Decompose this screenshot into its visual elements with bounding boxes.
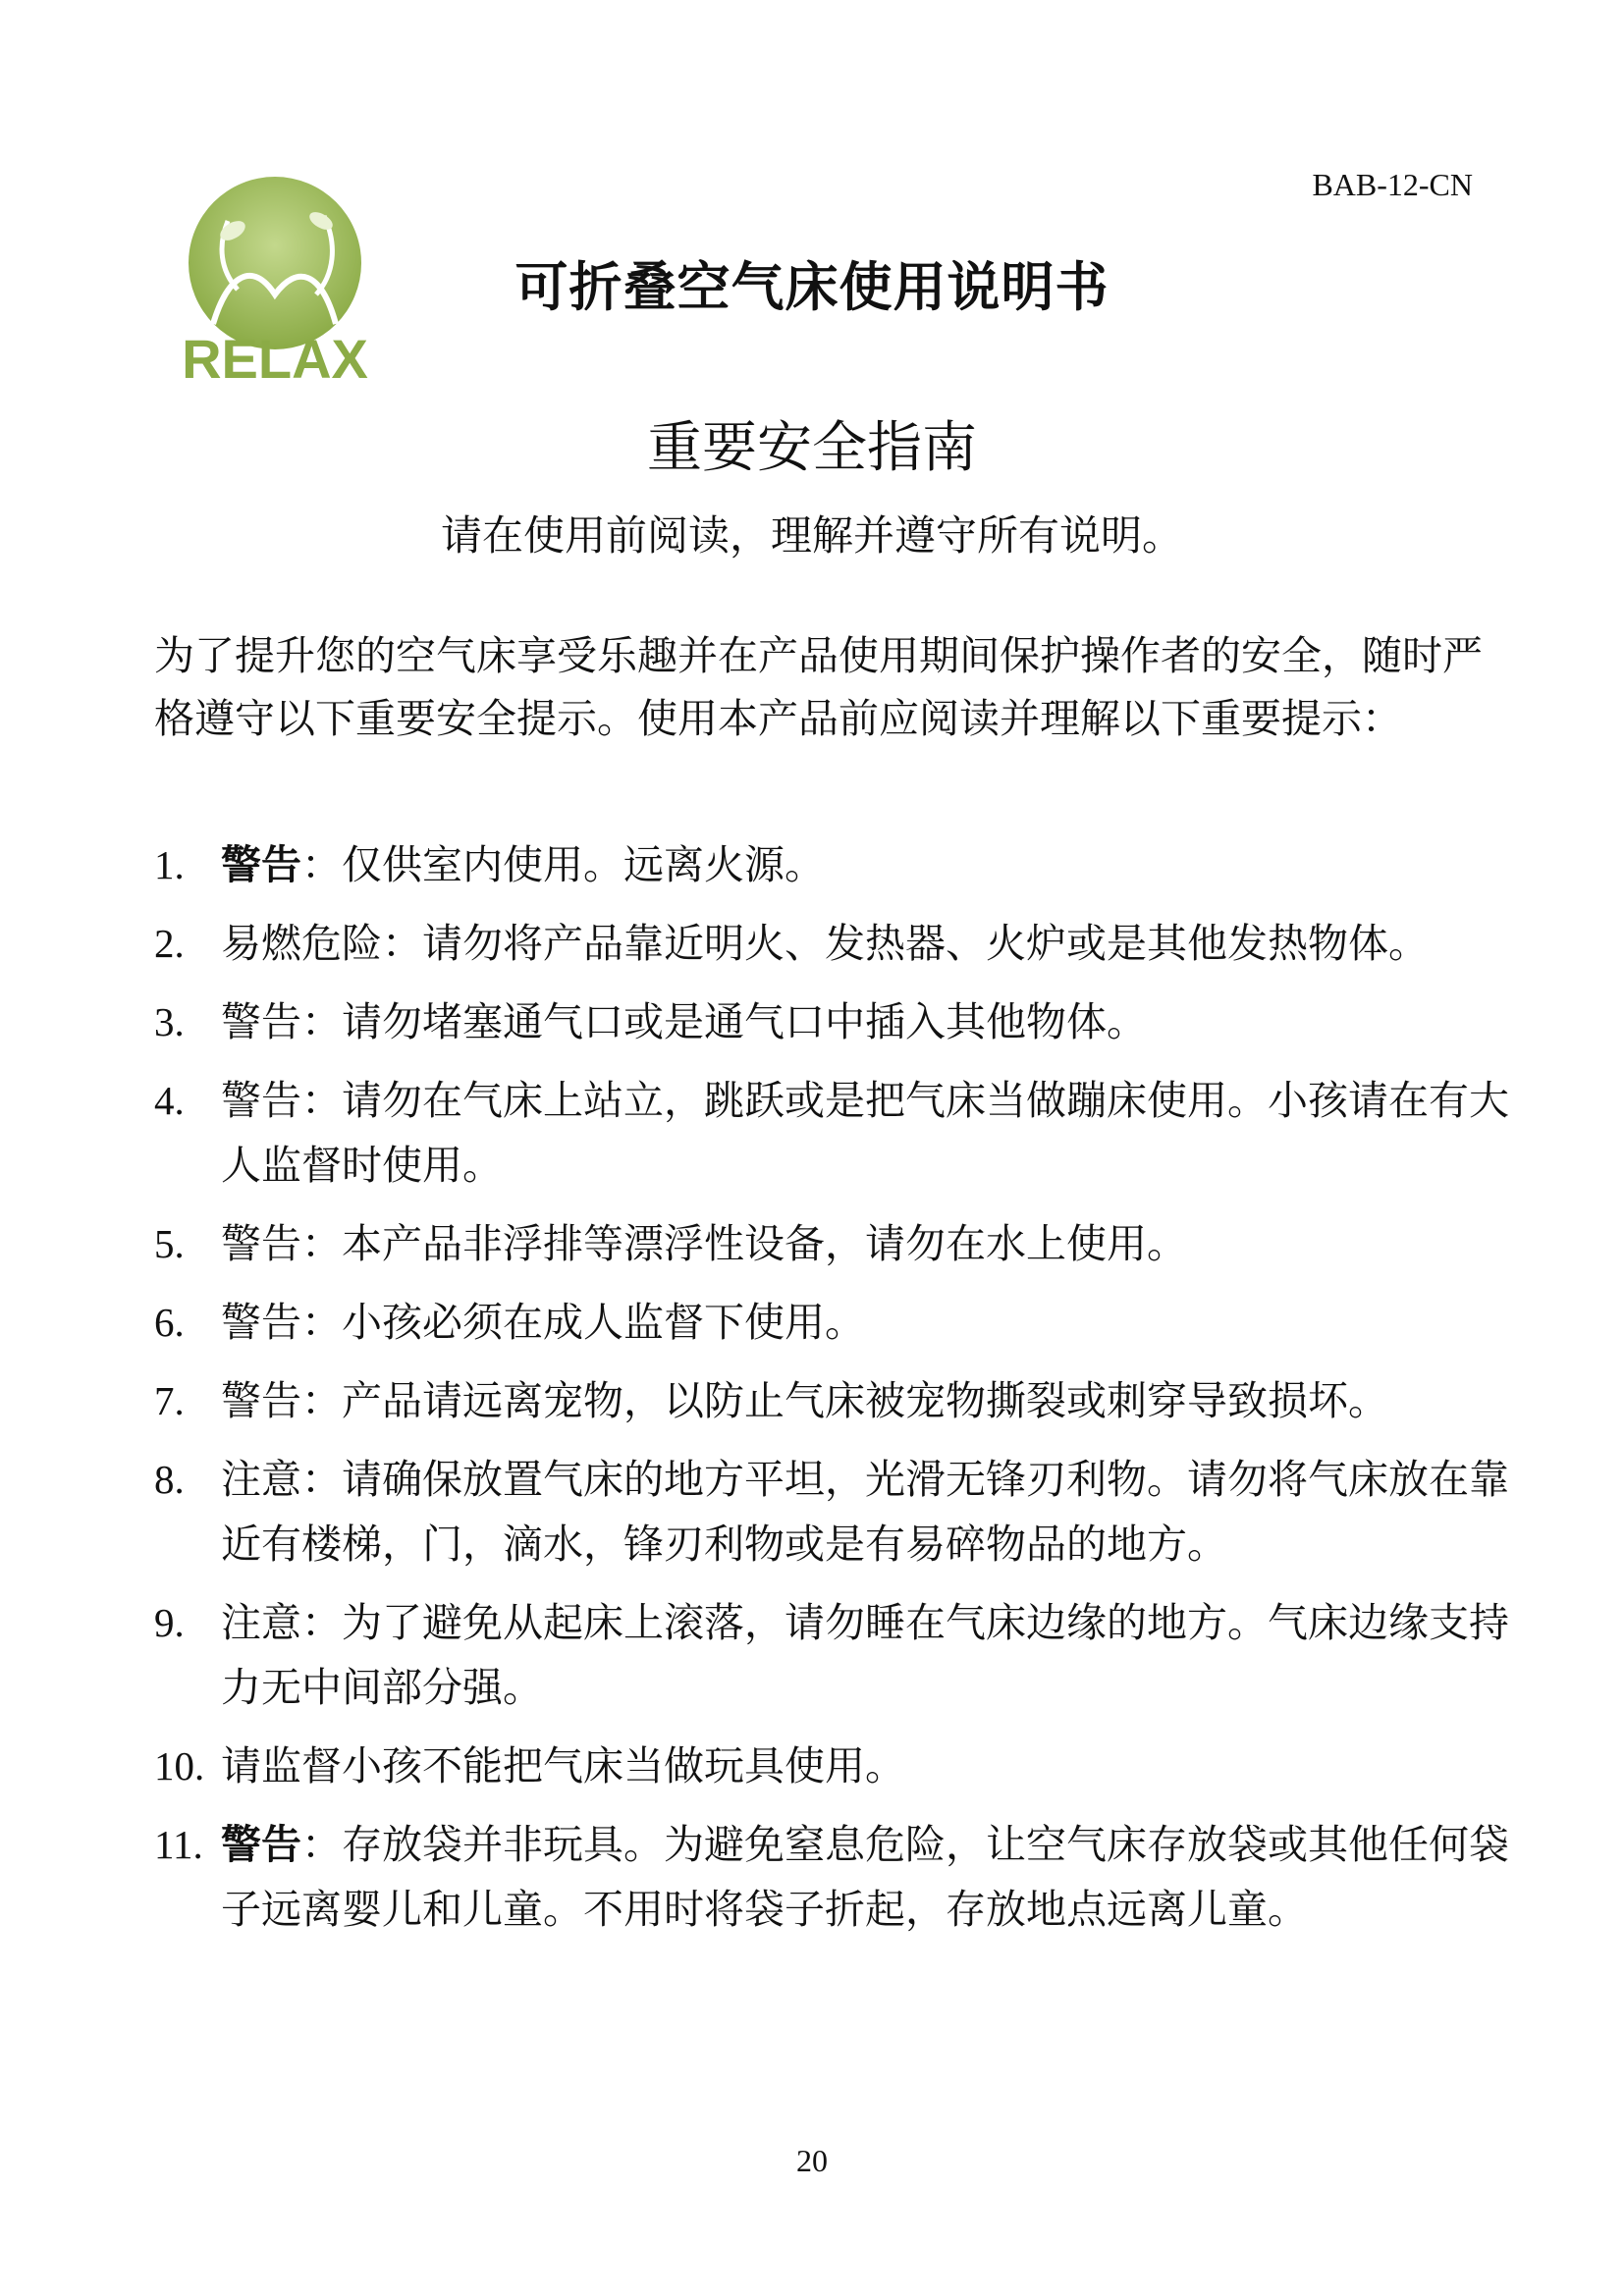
list-item [154, 989, 1509, 1054]
page-number: 20 [796, 2143, 828, 2178]
item-number: 2. [154, 921, 185, 966]
list-item [154, 1368, 1509, 1433]
item-text: 警告：小孩必须在成人监督下使用。 [221, 1299, 865, 1346]
warning-list [154, 832, 1509, 1955]
intro-paragraph: 为了提升您的空气床享受乐趣并在产品使用期间保护操作者的安全，随时严格遵守以下重要安全提示。使用本产品前应阅读并理解以下重要提示： [154, 632, 1483, 742]
item-text: ：存放袋并非玩具。为避免窒息危险，让空气床存放袋或其他任何袋子远离婴儿和儿童。不用时将袋子折起，存放地点远离儿童。 [221, 1821, 1509, 1933]
section-title: 重要安全指南 [647, 416, 977, 480]
list-item [154, 1211, 1509, 1276]
item-text: ：仅供室内使用。远离火源。 [301, 841, 825, 888]
item-number: 7. [154, 1378, 185, 1423]
section-subtitle: 请在使用前阅读，理解并遵守所有说明。 [440, 511, 1183, 560]
item-text: 注意：为了避免从起床上滚落，请勿睡在气床边缘的地方。气床边缘支持力无中间部分强。 [221, 1599, 1509, 1711]
item-text: 警告：请勿堵塞通气口或是通气口中插入其他物体。 [221, 998, 1147, 1045]
list-item [154, 911, 1509, 976]
list-item [154, 1812, 1509, 1942]
item-number: 9. [154, 1600, 185, 1645]
item-text: 警告：本产品非浮排等漂浮性设备，请勿在水上使用。 [221, 1220, 1187, 1267]
warning-label: 警告 [221, 841, 301, 888]
item-number: 4. [154, 1078, 185, 1123]
list-item [154, 1290, 1509, 1355]
item-number: 6. [154, 1300, 185, 1345]
item-number: 1. [154, 842, 185, 887]
item-text: 警告：请勿在气床上站立，跳跃或是把气床当做蹦床使用。小孩请在有大人监督时使用。 [221, 1077, 1509, 1189]
document-title: 可折叠空气床使用说明书 [514, 256, 1110, 318]
warning-label: 警告 [221, 1821, 301, 1868]
list-item [154, 1734, 1509, 1798]
document-code: BAB-12-CN [1312, 167, 1473, 202]
item-number: 5. [154, 1221, 185, 1266]
list-item [154, 1447, 1509, 1576]
item-number: 8. [154, 1457, 185, 1502]
list-item [154, 1590, 1509, 1720]
list-item [154, 1068, 1509, 1198]
list-item [154, 832, 1509, 897]
item-number: 11. [154, 1822, 203, 1867]
logo-wordmark: RELAX [182, 328, 368, 390]
item-text: 警告：产品请远离宠物，以防止气床被宠物撕裂或刺穿导致损坏。 [221, 1377, 1388, 1424]
item-number: 3. [154, 999, 185, 1044]
item-text: 易燃危险：请勿将产品靠近明火、发热器、火炉或是其他发热物体。 [221, 920, 1429, 967]
item-text: 请监督小孩不能把气床当做玩具使用。 [221, 1742, 905, 1789]
item-text: 注意：请确保放置气床的地方平坦，光滑无锋刃利物。请勿将气床放在靠近有楼梯，门，滴水，锋刃利物或是有易碎物品的地方。 [221, 1456, 1509, 1568]
item-number: 10. [154, 1743, 205, 1789]
